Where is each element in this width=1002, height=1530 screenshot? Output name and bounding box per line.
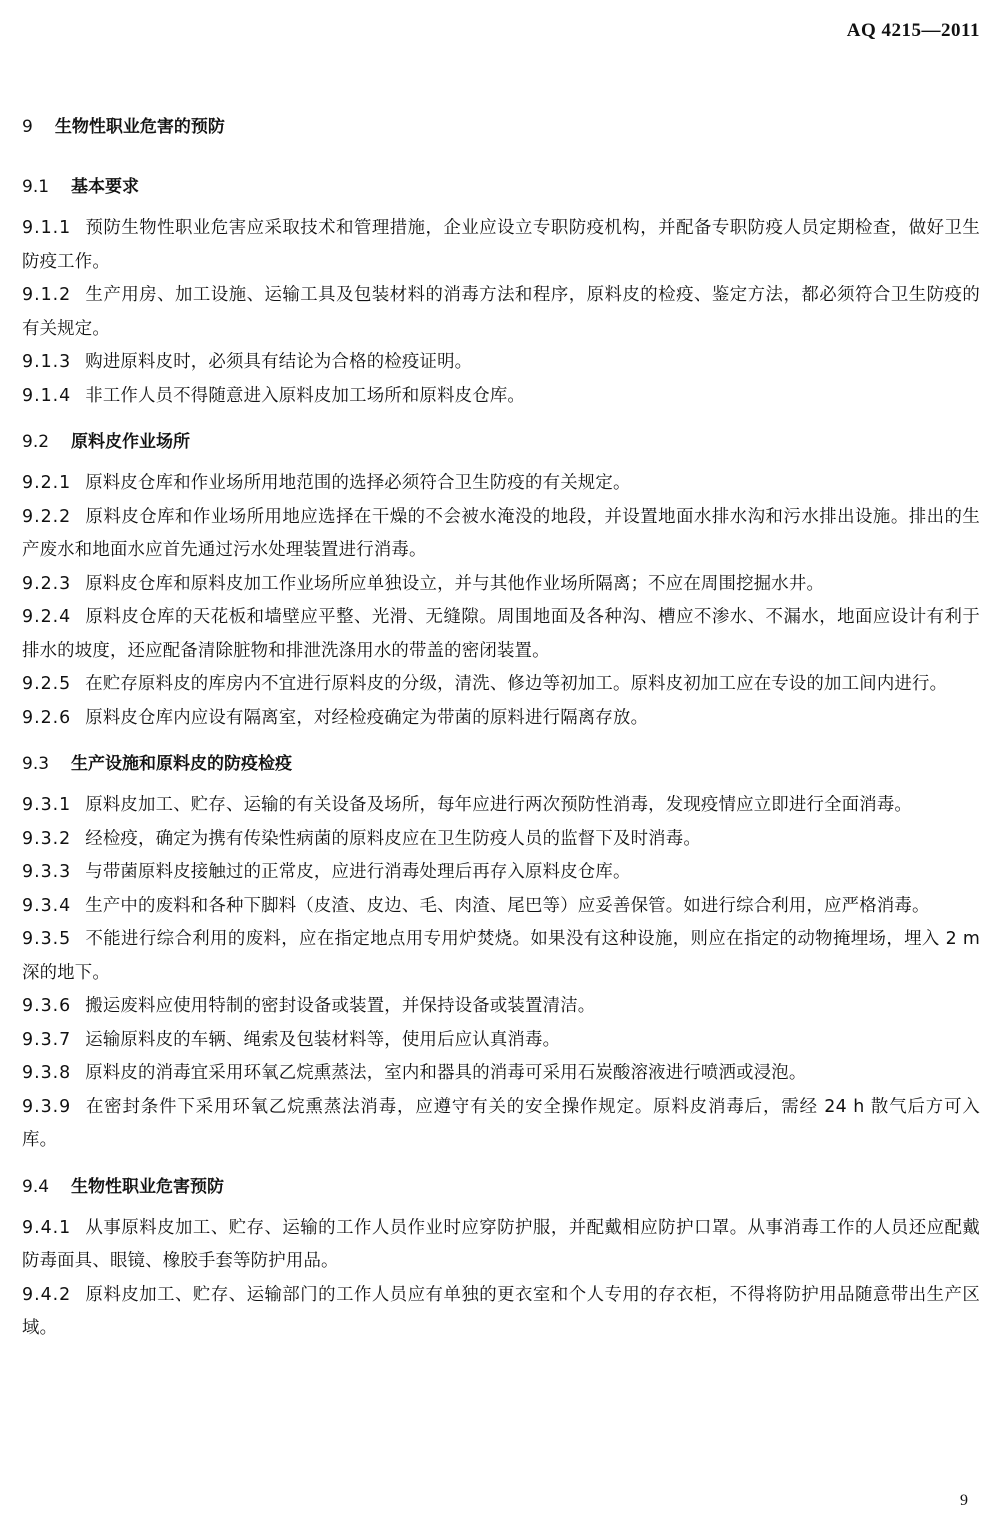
clause-text: 不能进行综合利用的废料，应在指定地点用专用炉焚烧。如果没有这种设施，则应在指定的动物掩埋场，埋入 2 m 深的地下。 — [22, 929, 980, 983]
clause — [22, 990, 980, 1024]
clause-number: 9.3.4 — [22, 895, 72, 916]
clause-number: 9.1.2 — [22, 285, 72, 305]
chapter-heading — [22, 112, 980, 142]
clause-text: 与带菌原料皮接触过的正常皮，应进行消毒处理后再存入原料皮仓库。 — [85, 862, 631, 882]
clause-number: 9.1.3 — [22, 352, 72, 372]
clause-number: 9.4.1 — [22, 1217, 72, 1238]
section-number: 9.4 — [22, 1176, 50, 1197]
section-number: 9.3 — [22, 754, 50, 774]
clause — [22, 568, 980, 602]
clause-text: 原料皮仓库内应设有隔离室，对经检疫确定为带菌的原料进行隔离存放。 — [85, 707, 649, 728]
clause-text: 搬运废料应使用特制的密封设备或装置，并保持设备或装置清洁。 — [85, 996, 596, 1016]
clause — [22, 601, 980, 668]
clause-number: 9.3.2 — [22, 828, 72, 849]
clause-number: 9.3.3 — [22, 862, 72, 882]
clause-number: 9.2.2 — [22, 506, 72, 527]
clause-number: 9.2.5 — [22, 674, 72, 694]
chapter-title: 生物性职业危害的预防 — [54, 117, 225, 137]
clause-text: 原料皮仓库和作业场所用地范围的选择必须符合卫生防疫的有关规定。 — [85, 473, 631, 493]
clause-text: 原料皮加工、贮存、运输部门的工作人员应有单独的更衣室和个人专用的存衣柜，不得将防护用品随意带出生产区域。 — [22, 1284, 980, 1338]
clause — [22, 702, 980, 736]
clause — [22, 380, 980, 414]
clause-text: 从事原料皮加工、贮存、运输的工作人员作业时应穿防护服，并配戴相应防护口罩。从事消毒工作的人员还应配戴防毒面具、眼镜、橡胶手套等防护用品。 — [22, 1217, 980, 1271]
clause-text: 非工作人员不得随意进入原料皮加工场所和原料皮仓库。 — [85, 385, 526, 406]
clause-text: 预防生物性职业危害应采取技术和管理措施，企业应设立专职防疫机构，并配备专职防疫人员定期检查，做好卫生防疫工作。 — [22, 218, 980, 272]
clause — [22, 890, 980, 924]
clause-number: 9.3.8 — [22, 1063, 72, 1083]
document-body — [22, 112, 980, 1346]
clause-text: 运输原料皮的车辆、绳索及包装材料等，使用后应认真消毒。 — [85, 1029, 561, 1050]
clause-text: 原料皮的消毒宜采用环氧乙烷熏蒸法，室内和器具的消毒可采用石炭酸溶液进行喷洒或浸泡。 — [85, 1063, 807, 1083]
section-heading — [22, 1172, 980, 1202]
page-number: 9 — [960, 1492, 968, 1509]
clause — [22, 1279, 980, 1346]
clause — [22, 346, 980, 380]
section-number: 9.1 — [22, 177, 50, 197]
clause-number: 9.2.3 — [22, 573, 72, 594]
clause-text: 原料皮加工、贮存、运输的有关设备及场所，每年应进行两次预防性消毒，发现疫情应立即进行全面消毒。 — [85, 795, 913, 815]
clause-number: 9.3.9 — [22, 1096, 72, 1117]
clause-number: 9.2.6 — [22, 707, 72, 728]
clause — [22, 467, 980, 501]
clause-number: 9.4.2 — [22, 1284, 72, 1305]
clause-number: 9.3.1 — [22, 795, 72, 815]
clause-number: 9.3.6 — [22, 996, 72, 1016]
clause — [22, 1212, 980, 1279]
clause — [22, 856, 980, 890]
clause — [22, 279, 980, 346]
clause-text: 原料皮仓库和作业场所用地应选择在干燥的不会被水淹没的地段，并设置地面水排水沟和污水排出设施。排出的生产废水和地面水应首先通过污水处理装置进行消毒。 — [22, 506, 980, 560]
section-heading — [22, 172, 980, 202]
clause-number: 9.1.1 — [22, 218, 72, 238]
clause — [22, 212, 980, 279]
section-title: 基本要求 — [71, 177, 140, 197]
clause — [22, 923, 980, 990]
clause-number: 9.2.1 — [22, 473, 72, 493]
clause-text: 生产用房、加工设施、运输工具及包装材料的消毒方法和程序，原料皮的检疫、鉴定方法，都必须符合卫生防疫的有关规定。 — [22, 285, 980, 339]
clause-text: 生产中的废料和各种下脚料（皮渣、皮边、毛、肉渣、尾巴等）应妥善保管。如进行综合利用，应严格消毒。 — [85, 895, 930, 916]
section-title: 原料皮作业场所 — [71, 432, 191, 452]
section-number: 9.2 — [22, 432, 50, 452]
chapter-number: 9 — [22, 117, 33, 137]
section-title: 生产设施和原料皮的防疫检疫 — [71, 754, 293, 774]
section-heading — [22, 427, 980, 457]
clause — [22, 1091, 980, 1158]
standard-code: AQ 4215—2011 — [846, 20, 980, 41]
clause — [22, 789, 980, 823]
clause-number: 9.3.7 — [22, 1029, 72, 1050]
clause — [22, 668, 980, 702]
clause — [22, 823, 980, 857]
clause-text: 购进原料皮时，必须具有结论为合格的检疫证明。 — [85, 352, 473, 372]
clause — [22, 501, 980, 568]
clause — [22, 1024, 980, 1058]
clause-number: 9.1.4 — [22, 385, 72, 406]
clause-text: 经检疫，确定为携有传染性病菌的原料皮应在卫生防疫人员的监督下及时消毒。 — [85, 828, 701, 849]
clause-text: 在密封条件下采用环氧乙烷熏蒸法消毒，应遵守有关的安全操作规定。原料皮消毒后，需经 24 h 散气后方可入库。 — [22, 1096, 980, 1150]
clause — [22, 1057, 980, 1091]
clause-text: 在贮存原料皮的库房内不宜进行原料皮的分级，清洗、修边等初加工。原料皮初加工应在专设的加工间内进行。 — [85, 674, 948, 694]
section-heading — [22, 749, 980, 779]
clause-text: 原料皮仓库的天花板和墙壁应平整、光滑、无缝隙。周围地面及各种沟、槽应不渗水、不漏水，地面应设计有利于排水的坡度，还应配备清除脏物和排泄洗涤用水的带盖的密闭装置。 — [22, 607, 980, 661]
clause-number: 9.3.5 — [22, 929, 72, 949]
section-title: 生物性职业危害预防 — [71, 1176, 225, 1197]
clause-text: 原料皮仓库和原料皮加工作业场所应单独设立，并与其他作业场所隔离；不应在周围挖掘水井。 — [85, 573, 825, 594]
clause-number: 9.2.4 — [22, 607, 72, 627]
